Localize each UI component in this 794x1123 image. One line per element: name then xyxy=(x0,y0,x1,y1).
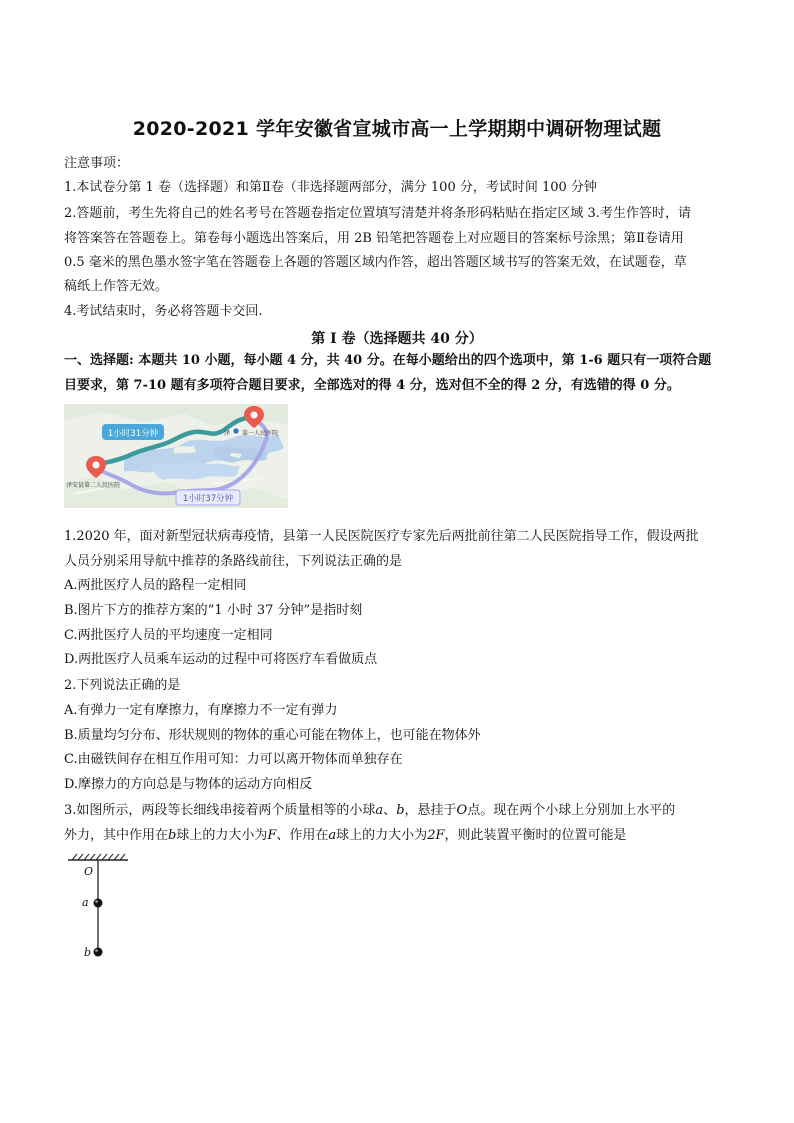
section-instructions-line2: 目要求，第 7-10 题有多项符合题目要求，全部选对的得 4 分，选对但不全的得 2 分，有选错的得 0 分。 xyxy=(64,378,680,393)
q1-option-b: B.图片下方的推荐方案的“1 小时 37 分钟”是指时刻 xyxy=(64,603,363,618)
ball-b xyxy=(94,948,103,957)
dest-prefix-label: 泽 xyxy=(224,430,231,437)
note-4: 4.考试结束时，务必将答题卡交回. xyxy=(64,304,263,319)
q3-var-2F: 2F xyxy=(427,828,445,843)
q3-text: 球上的力大小为 xyxy=(336,828,428,843)
q3-var-F: F xyxy=(267,828,277,843)
q3-text: 3.如图所示，两段等长细线串接着两个质量相等的小球 xyxy=(64,803,376,818)
q3-var-a: a xyxy=(328,828,337,843)
section-instructions-line1: 一、选择题: 本题共 10 小题，每小题 4 分，共 40 分。在每小题给出的四个选项中，第 1-6 题只有一项符合题 xyxy=(64,353,712,368)
q2-option-b: B.质量均匀分布、形状规则的物体的重心可能在物体上，也可能在物体外 xyxy=(64,728,481,743)
label-a: a xyxy=(82,896,89,909)
q1-option-d: D.两批医疗人员乘车运动的过程中可将医疗车看做质点 xyxy=(64,652,378,667)
q3-text: 点。现在两个小球上分别加上水平的 xyxy=(467,803,676,818)
q3-text: 球上的力大小为 xyxy=(176,828,268,843)
navigation-map-image xyxy=(64,404,288,508)
q1-option-a: A.两批医疗人员的路程一定相同 xyxy=(64,578,247,593)
q3-sep: 、 xyxy=(383,803,397,818)
q3-var-a: a xyxy=(375,803,384,818)
dest-label: 第一人民医院 xyxy=(242,430,279,437)
note-1: 1.本试卷分第 1 卷（选择题）和第Ⅱ卷（非选择题两部分，满分 100 分，考试时间 100 分钟 xyxy=(64,180,597,195)
section-title: 第 I 卷（选择题共 40 分） xyxy=(311,331,483,347)
q2-option-d: D.摩擦力的方向总是与物体的运动方向相反 xyxy=(64,777,313,792)
q3-stem-line2 xyxy=(64,828,627,844)
q3-text: 外力，其中作用在 xyxy=(64,828,169,843)
q3-var-O: O xyxy=(456,803,468,818)
q3-text: 、作用在 xyxy=(276,828,329,843)
label-O: O xyxy=(84,865,94,878)
q1-stem-line2: 人员分别采用导航中推荐的条路线前往，下列说法正确的是 xyxy=(64,554,403,569)
note-2-line2: 将答案答在答题卷上。第卷每小题选出答案后，用 2B 铅笔把答题卷上对应题目的答案标号涂黑；第Ⅱ卷请用 xyxy=(64,231,684,246)
ball-a xyxy=(94,899,103,908)
q3-stem-line1 xyxy=(64,803,675,819)
paper-title: 2020-2021 学年安徽省宣城市高一上学期期中调研物理试题 xyxy=(132,118,662,140)
route1-label: 1小时31分钟 xyxy=(107,429,159,439)
q2-option-a: A.有弹力一定有摩擦力，有摩擦力不一定有弹力 xyxy=(64,703,338,718)
note-2-line1: 2.答题前，考生先将自己的姓名考号在答题卷指定位置填写清楚并将条形码粘贴在指定区域 3.考生作答时，请 xyxy=(64,206,691,221)
q3-text: ，悬挂于 xyxy=(404,803,457,818)
note-2-line4: 稿纸上作答无效。 xyxy=(64,279,169,294)
q2-option-c: C.由磁铁间存在相互作用可知：力可以离开物体而单独存在 xyxy=(64,752,403,767)
q1-option-c: C.两批医疗人员的平均速度一定相同 xyxy=(64,628,273,643)
route2-label: 1小时37分钟 xyxy=(182,494,234,504)
label-b: b xyxy=(84,946,92,959)
q2-stem: 2.下列说法正确的是 xyxy=(64,678,181,693)
start-label: 泽安县第二人民医院 xyxy=(66,482,121,489)
q3-var-b: b xyxy=(168,828,177,843)
current-location-icon xyxy=(233,428,240,435)
pendulum-figure xyxy=(64,852,144,962)
notes-heading: 注意事项： xyxy=(64,156,130,171)
note-2-line3: 0.5 毫米的黑色墨水签字笔在答题卷上各题的答题区域内作答，超出答题区域书写的答案无效，在试题卷，草 xyxy=(64,255,687,270)
q3-var-b: b xyxy=(396,803,405,818)
q1-stem-line1: 1.2020 年，面对新型冠状病毒疫情，县第一人民医院医疗专家先后两批前往第二人民医院指导工作，假设两批 xyxy=(64,529,699,544)
q3-text: ，则此装置平衡时的位置可能是 xyxy=(444,828,627,843)
